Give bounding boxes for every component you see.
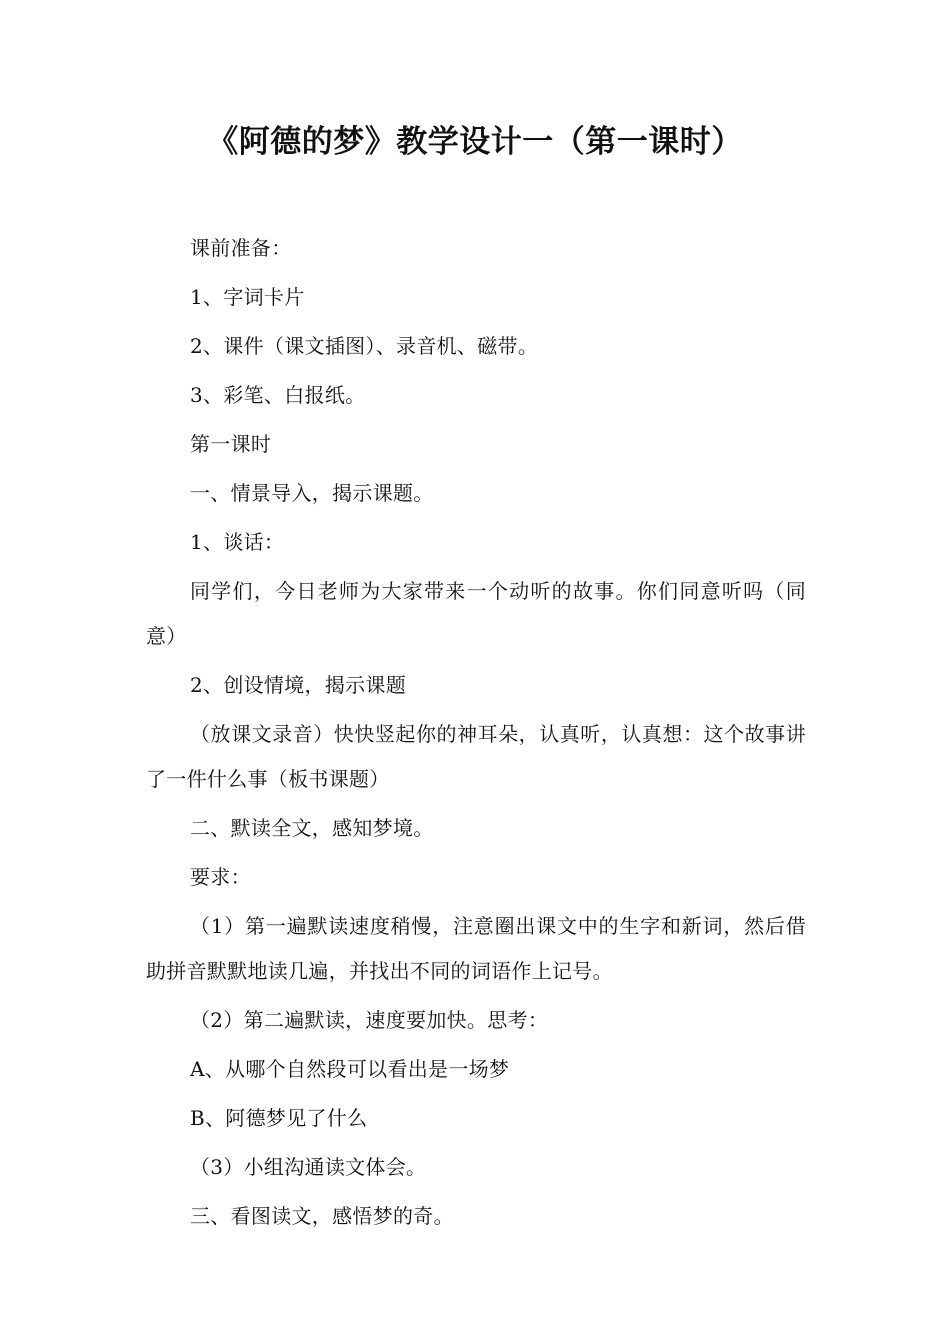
paragraph-section-3: 三、看图读文，感悟梦的奇。 bbox=[190, 1204, 454, 1228]
paragraph-situation: 2、创设情境，揭示课题 bbox=[190, 673, 407, 697]
document-title: 《阿德的梦》教学设计一（第一课时） bbox=[207, 124, 743, 160]
paragraph-req-2: （2）第二遍默读，速度要加快。思考： bbox=[190, 1008, 549, 1032]
paragraph-req-1: （1）第一遍默读速度稍慢，注意圈出课文中的生字和新词，然后借助拼音默默地读几遍，并找出不同的词语作上记号。 bbox=[146, 914, 806, 983]
document-body bbox=[146, 226, 806, 1243]
paragraph-requirements: 要求： bbox=[190, 865, 251, 889]
paragraph-question-b: B、阿德梦见了什么 bbox=[190, 1106, 368, 1130]
paragraph-item-3: 3、彩笔、白报纸。 bbox=[190, 383, 366, 407]
paragraph-talk: 1、谈话： bbox=[190, 530, 285, 554]
paragraph-item-1: 1、字词卡片 bbox=[190, 285, 305, 309]
paragraph-lesson-heading: 第一课时 bbox=[190, 432, 272, 456]
paragraph-question-a: A、从哪个自然段可以看出是一场梦 bbox=[190, 1057, 510, 1081]
paragraph-prep: 课前准备： bbox=[190, 236, 292, 260]
paragraph-section-1: 一、情景导入，揭示课题。 bbox=[190, 481, 434, 505]
paragraph-section-2: 二、默读全文，感知梦境。 bbox=[190, 816, 434, 840]
paragraph-recording: （放课文录音）快快竖起你的神耳朵，认真听，认真想：这个故事讲了一件什么事（板书课题） bbox=[146, 722, 806, 791]
paragraph-talk-content: 同学们，今日老师为大家带来一个动听的故事。你们同意听吗（同意） bbox=[146, 579, 806, 648]
paragraph-req-3: （3）小组沟通读文体会。 bbox=[190, 1155, 427, 1179]
paragraph-item-2: 2、课件（课文插图）、录音机、磁带。 bbox=[190, 334, 539, 358]
